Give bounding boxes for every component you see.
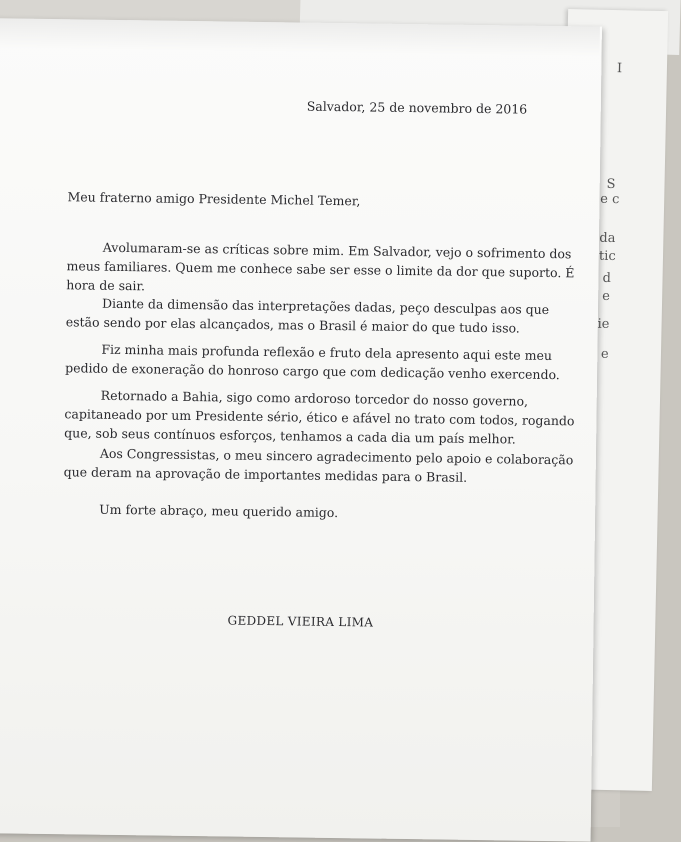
background-fragment: e xyxy=(600,346,609,362)
background-fragment: ie xyxy=(597,316,610,332)
paragraph-1 xyxy=(66,237,575,300)
paragraph-2 xyxy=(65,293,550,337)
background-fragment: d xyxy=(602,270,612,286)
paragraph-5 xyxy=(63,443,574,487)
background-fragment: e c xyxy=(600,191,620,208)
background-fragment: S xyxy=(606,176,616,193)
paragraph-line: Avolumaram-se as críticas sobre mim. Em Salvador, vejo o sofrimento dos xyxy=(102,239,572,262)
paragraph-line: Diante da dimensão das interpretações dadas, peço desculpas aos que xyxy=(101,295,550,317)
paragraph-3 xyxy=(65,339,560,383)
paragraph-line: Fiz minha mais profunda reflexão e fruto dela apresento aqui este meu xyxy=(101,341,553,364)
closing: Um forte abraço, meu querido amigo. xyxy=(99,501,339,521)
paragraph-line: Aos Congressistas, o meu sincero agradecimento pelo apoio e colaboração xyxy=(99,445,574,468)
paragraph-line: pedido de exoneração do honroso cargo que com dedicação venho exercendo. xyxy=(65,360,560,383)
signature-name: GEDDEL VIEIRA LIMA xyxy=(227,613,374,630)
paragraph-line: meus familiares. Quem me conhece sabe ser esse o limite da dor que suporto. É xyxy=(66,258,575,281)
paragraph-line: que, sob seus contínuos esforços, tenhamos a cada dia um país melhor. xyxy=(64,425,516,447)
letter-sheet xyxy=(0,18,602,842)
background-fragment: tic xyxy=(598,248,616,265)
paragraph-4 xyxy=(64,385,575,448)
background-fragment: e xyxy=(602,288,611,304)
place-date: Salvador, 25 de novembro de 2016 xyxy=(306,98,528,117)
background-fragment: I xyxy=(616,61,623,77)
paragraph-line: Retornado a Bahia, sigo como ardoroso torcedor do nosso governo, xyxy=(100,387,529,409)
paragraph-line: que deram na aprovação de importantes medidas para o Brasil. xyxy=(63,464,468,485)
paragraph-line: hora de sair. xyxy=(66,277,146,294)
paragraph-line: estão sendo por elas alcançados, mas o Brasil é maior do que tudo isso. xyxy=(65,314,520,336)
paragraph-line: capitaneado por um Presidente sério, ético e afável no trato com todos, rogando xyxy=(64,406,575,429)
background-fragment: da xyxy=(599,230,616,247)
salutation: Meu fraterno amigo Presidente Michel Temer, xyxy=(67,189,361,209)
